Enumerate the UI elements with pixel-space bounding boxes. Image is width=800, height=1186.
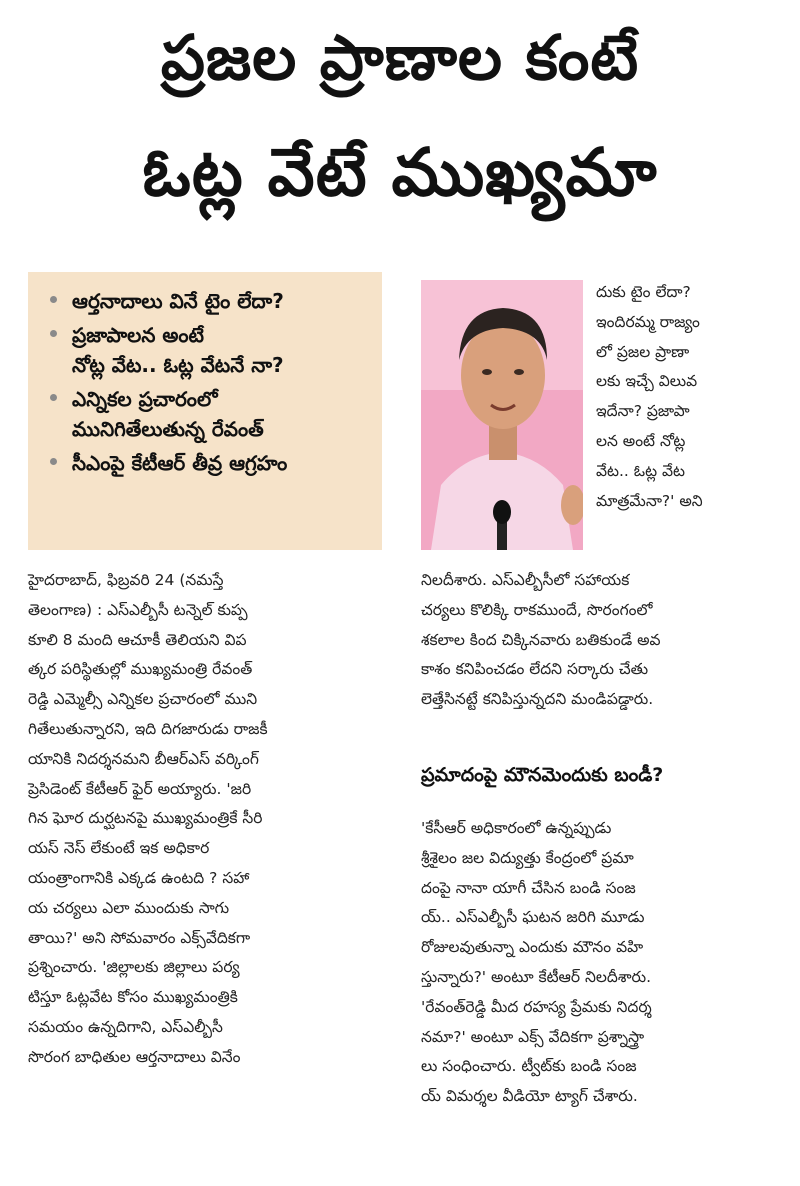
- article-text: నిలదీశారు. ఎస్ఎల్బీసీలో సహాయక చర్యలు కొలిక్కి రాకముందే, సొరంగంలో శకలాల కింద చిక్కినవారు బతికుండే అవ కాశం కనిపించడం లేదని సర్కారు చేతు లెత్తేసినట్టే కనిపిస్తున్నదని మండిపడ్డారు.: [421, 571, 661, 709]
- highlight-item: [50, 384, 372, 444]
- bullet-icon: [50, 296, 57, 303]
- right-column: [421, 566, 783, 715]
- highlight-text: ఎన్నికల ప్రచారంలో మునిగితేలుతున్న రేవంత్: [72, 387, 264, 441]
- headline-line-2: ఓట్ల వేటే ముఖ్యమా: [142, 134, 658, 211]
- highlight-text: సీఎంపై కేటీఆర్ తీవ్ర ఆగ్రహం: [72, 451, 288, 475]
- speaker-photo: [421, 280, 583, 550]
- highlight-text: ఆర్తనాదాలు వినే టైం లేదా?: [72, 289, 284, 313]
- headline-line-1: ప్రజల ప్రాణాల కంటే: [160, 21, 640, 94]
- highlight-text: ప్రజాపాలన అంటే నోట్ల వేట.. ఓట్ల వేటనే నా?: [72, 323, 284, 377]
- highlight-item: [50, 448, 372, 478]
- highlights-box: [28, 272, 382, 550]
- bullet-icon: [50, 394, 57, 401]
- highlight-item: [50, 320, 372, 380]
- bullet-icon: [50, 330, 57, 337]
- left-column: [28, 566, 386, 1073]
- right-top-column: [596, 278, 778, 516]
- highlight-item: [50, 286, 372, 316]
- section-subheading: ప్రమాదంపై మౌనమెందుకు బండీ?: [421, 764, 664, 786]
- article-text: 'కేసీఆర్ అధికారంలో ఉన్నప్పుడు శ్రీశైలం జల విద్యుత్తు కేంద్రంలో ప్రమా దంపై నానా యాగీ చేసిన బండి సంజ య్.. ఎస్ఎల్బీసీ ఘటన జరిగి మూడు రోజులవుతున్నా ఎందుకు మౌనం వహి స్తున్నారు?' అంటూ కేటీఆర్ నిలదీశారు. 'రేవంత్‌రెడ్డి మీద రహస్య ప్రేమకు నిదర్శ నమా?' అంటూ ఎక్స్ వేదికగా ప్రశ్నాస్త్రా లు సంధించారు. ట్వీట్‌కు బండి సంజ య్ విమర్శల వీడియో ట్యాగ్ చేశారు.: [421, 819, 652, 1106]
- speaker-illustration: [421, 280, 583, 550]
- right-bottom-column: [421, 814, 783, 1112]
- bullet-icon: [50, 458, 57, 465]
- article-text: హైదరాబాద్, ఫిబ్రవరి 24 (నమస్తే తెలంగాణ) : ఎస్ఎల్బీసీ టన్నెల్ కుప్ప కూలి 8 మంది ఆచూకీ తెలియని విప త్కర పరిస్థితుల్లో ముఖ్యమంత్రి రేవంత్ రెడ్డి ఎమ్మెల్సీ ఎన్నికల ప్రచారంలో ముని గితేలుతున్నారని, ఇది దిగజారుడు రాజకీ యానికి నిదర్శనమని బీఆర్ఎస్ వర్కింగ్ ప్రెసిడెంట్ కేటీఆర్ ఫైర్ అయ్యారు. 'జరి గిన ఘోర దుర్ఘటనపై ముఖ్యమంత్రికే సీరి యస్ నెస్ లేకుంటే ఇక అధికార యంత్రాంగానికి ఎక్కడ ఉంటది ? సహా య చర్యలు ఎలా ముందుకు సాగు తాయి?' అని సోమవారం ఎక్స్‌వేదికగా ప్రశ్నించారు. 'జిల్లాలకు జిల్లాలు పర్య టిస్తూ ఓట్లవేట కోసం ముఖ్యమంత్రికి సమయం ఉన్నదిగాని, ఎస్ఎల్బీసీ సొరంగ బాధితుల ఆర్తనాదాలు వినేం: [28, 571, 268, 1066]
- article-text: దుకు టైం లేదా? ఇందిరమ్మ రాజ్యం లో ప్రజల ప్రాణా లకు ఇచ్చే విలువ ఇదేనా? ప్రజాపా లన అంటే నోట్ల వేట.. ఓట్ల వేట మాత్రమేనా?' అని: [596, 283, 703, 510]
